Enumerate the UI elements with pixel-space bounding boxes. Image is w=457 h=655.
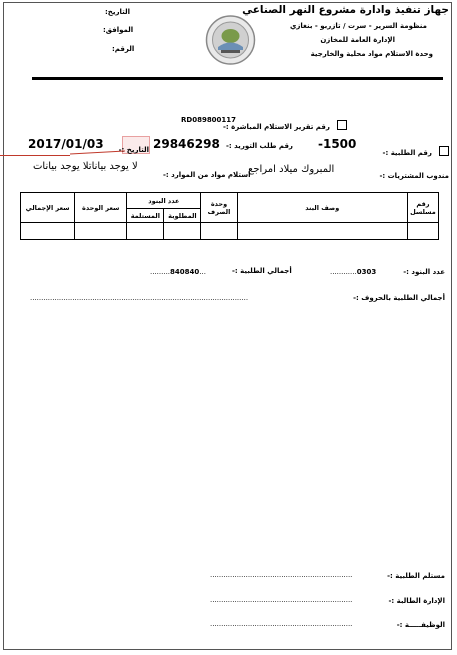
col-qty-requested: المطلوبة — [164, 209, 201, 223]
purchasing-rep-value: المبروك ميلاد امراجع — [248, 164, 335, 175]
total-words-dots: .................................................................................................. — [30, 294, 249, 302]
header-corresp-label: الموافق: — [103, 26, 134, 34]
table-cell — [75, 223, 127, 240]
order-no-field — [383, 140, 449, 159]
total-field: .........840840... — [150, 268, 206, 276]
order-no-value: -1500 — [318, 137, 357, 151]
header-ref-label: الرقم: — [112, 45, 135, 53]
direct-receipt-checkbox[interactable] — [337, 120, 347, 130]
supply-req-label: رقم طلب التوريد :- — [226, 142, 293, 150]
org-sub-1: منظومة السرير - سرت / تازربو - بنغازي — [289, 22, 427, 30]
table-cell — [407, 223, 438, 240]
requesting-dept-dots: ................................................................ — [210, 596, 353, 604]
table-cell — [127, 223, 164, 240]
job-dots: ................................................................ — [210, 620, 353, 628]
col-unit: وحدة الصرف — [201, 193, 237, 223]
header-date-label: التاريخ: — [105, 8, 131, 16]
total-words-label: أجمالي الطلبية بالحروف :- — [353, 294, 445, 302]
items-count-label: عدد البنود :- — [403, 268, 445, 276]
col-qty-received: المستلمة — [127, 209, 164, 223]
col-description: وصف البند — [237, 193, 407, 223]
purchasing-rep-label: مندوب المشتريات :- — [379, 172, 449, 180]
col-total: سعر الإجمالي — [21, 193, 75, 223]
table-row — [21, 223, 439, 240]
items-table — [20, 192, 439, 240]
red-marker-line — [0, 155, 70, 156]
supplier-label: استلام مواد من الموارد :- — [163, 171, 251, 179]
table-cell — [164, 223, 201, 240]
date-label: التاريخ :- — [118, 146, 149, 154]
organization-logo — [203, 14, 258, 66]
supply-req-value: 29846298 — [153, 137, 220, 151]
form-border — [3, 2, 452, 650]
receiver-label: مستلم الطلبية :- — [387, 572, 445, 580]
date-label-box — [118, 136, 150, 154]
table-cell — [21, 223, 75, 240]
org-title: جهاز تنفيذ وادارة مشروع النهر الصناعي — [242, 4, 449, 16]
header-separator — [32, 77, 443, 80]
job-label: الوظيفـــــة :- — [396, 621, 445, 629]
receiver-dots: ................................................................ — [210, 571, 353, 579]
items-count-value: 0303 — [356, 268, 377, 276]
table-cell — [237, 223, 407, 240]
order-no-label: رقم الطلبية :- — [382, 149, 432, 157]
date-value: 2017/01/03 — [28, 137, 104, 151]
col-serial: رقم مسلسل — [407, 193, 438, 223]
direct-receipt-field — [223, 114, 347, 133]
requesting-dept-label: الإدارة الطالبة :- — [388, 597, 445, 605]
org-sub-2: الإدارة العامة للمخازن — [320, 36, 395, 44]
direct-receipt-value: RD089800117 — [181, 116, 237, 124]
table-cell — [201, 223, 237, 240]
org-sub-3: وحدة الاستلام مواد محلية والخارجية — [310, 50, 433, 58]
col-qty-group: عدد البنود — [127, 193, 201, 209]
order-no-checkbox[interactable] — [439, 146, 449, 156]
supplier-value: لا يوجد بياناتلا يوجد بيانات — [33, 161, 138, 172]
total-label: أجمالي الطلبية :- — [232, 267, 292, 275]
total-value: 840840 — [170, 268, 200, 276]
items-count-field: ............0303 — [330, 268, 377, 276]
col-unit-price: سعر الوحدة — [75, 193, 127, 223]
direct-receipt-label: رقم تقرير الاستلام المباشرة :- — [222, 123, 330, 131]
